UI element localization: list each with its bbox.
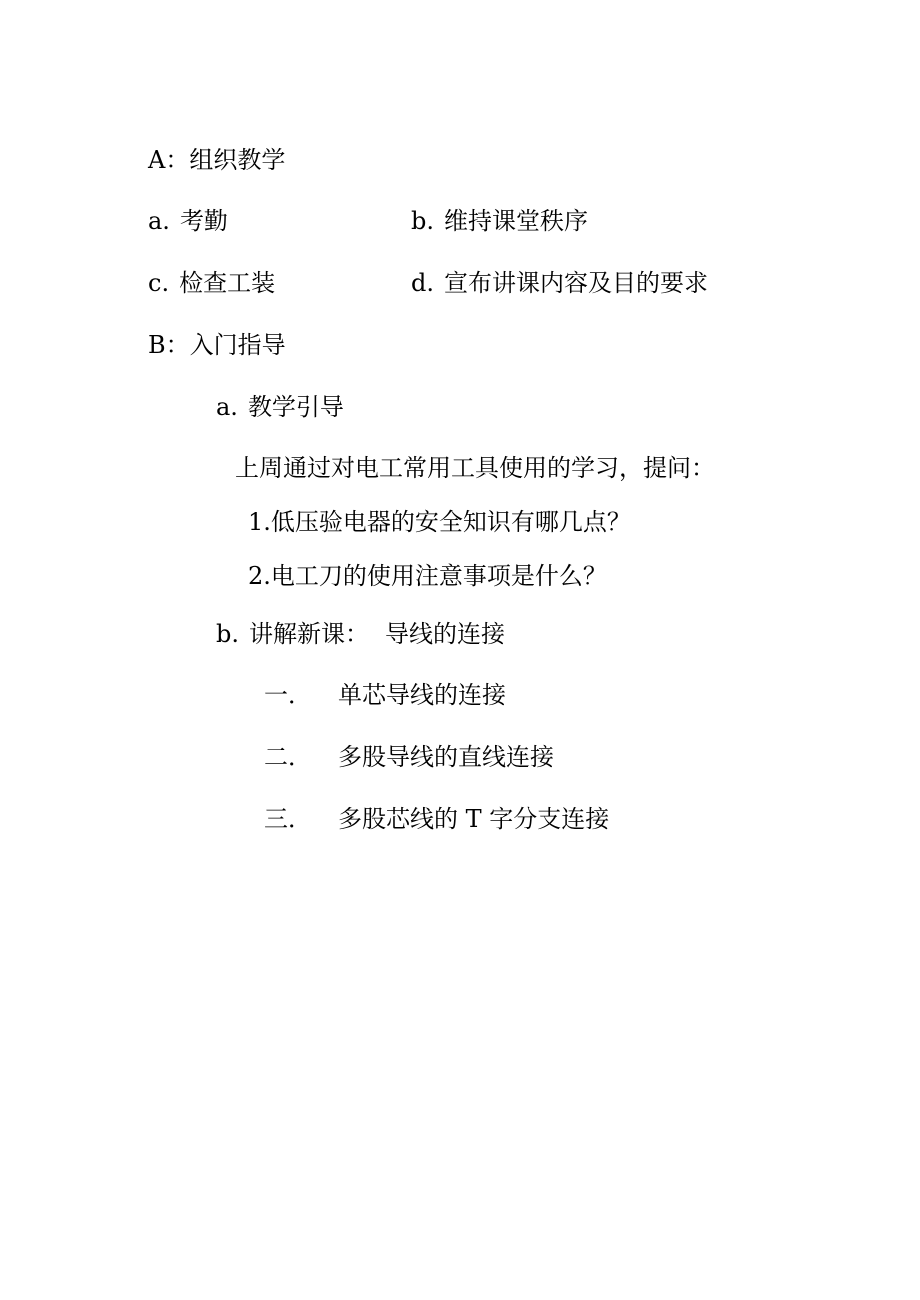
section-a-item-d	[411, 268, 708, 298]
review-question-1: 1.低压验电器的安全知识有哪几点？	[248, 508, 631, 536]
lesson-topic-2	[264, 742, 554, 772]
topic-marker: 一．	[264, 681, 312, 709]
topic-text: 单芯导线的连接	[338, 681, 506, 709]
lesson-topic-1	[264, 680, 506, 710]
section-a-item-a	[148, 206, 228, 236]
section-a-item-c	[148, 268, 275, 298]
topic-text: 多股导线的直线连接	[338, 743, 554, 771]
item-marker: b.	[411, 207, 434, 235]
topic-marker: 三．	[264, 805, 312, 833]
item-marker: a.	[148, 207, 170, 235]
item-text: 维持课堂秩序	[444, 207, 588, 235]
review-question-2: 2.电工刀的使用注意事项是什么？	[248, 562, 607, 590]
section-a-heading: A：组织教学	[148, 146, 286, 174]
new-lesson-label: 讲解新课：	[249, 620, 369, 648]
item-text: 教学引导	[247, 393, 344, 421]
item-text: 宣布讲课内容及目的要求	[444, 269, 708, 297]
new-lesson-line	[216, 619, 505, 649]
item-text: 检查工装	[179, 269, 276, 297]
section-b-heading: B：入门指导	[148, 331, 286, 359]
section-a-item-b	[411, 206, 588, 236]
topic-marker: 二．	[264, 743, 312, 771]
new-lesson-topic: 导线的连接	[385, 620, 505, 648]
item-marker: d.	[411, 269, 434, 297]
item-marker: a.	[216, 393, 238, 421]
review-lead-text: 上周通过对电工常用工具使用的学习，提问：	[235, 454, 715, 482]
item-marker: c.	[148, 269, 170, 297]
teaching-guide-title	[216, 392, 344, 422]
topic-text: 多股芯线的 T 字分支连接	[338, 805, 610, 833]
lesson-topic-3	[264, 804, 609, 834]
item-marker: b.	[216, 620, 239, 648]
item-text: 考勤	[179, 207, 228, 235]
